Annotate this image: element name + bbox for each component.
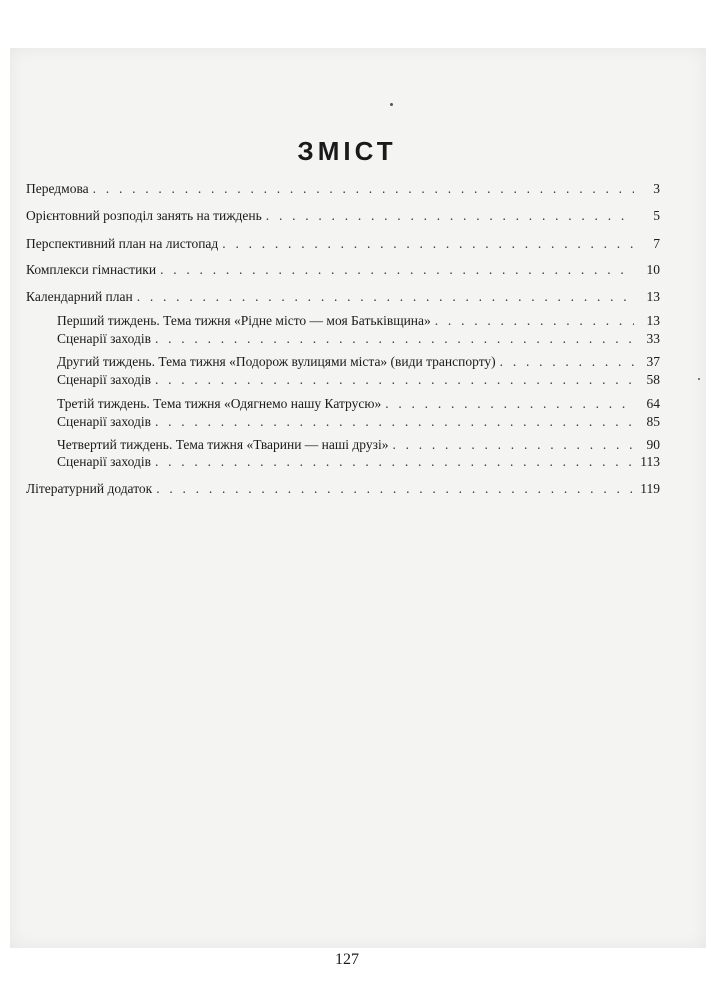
toc-leader-dots: [266, 208, 634, 224]
toc-entry-page: 37: [646, 354, 660, 369]
toc-entry-page: 7: [653, 236, 660, 251]
toc-entry-label: Календарний план: [26, 289, 133, 304]
toc-entry-week-2-scenarios: [57, 372, 660, 388]
page-title: ЗМІСТ: [297, 136, 397, 166]
toc-entry-week-1-scenarios: [57, 331, 660, 347]
toc-entry-page: 3: [653, 181, 660, 196]
toc-entry-week-4-scenarios: [57, 454, 660, 470]
toc-entry-page: 5: [653, 208, 660, 223]
toc-entry-page: 85: [646, 414, 660, 429]
toc-entry-label: Перспективний план на листопад: [26, 236, 219, 251]
toc-leader-dots: [392, 437, 634, 453]
toc-leader-dots: [137, 289, 634, 305]
toc-entry-page: 119: [640, 481, 660, 496]
toc-entry-label: Четвертий тиждень. Тема тижня «Тварини — наші друзі»: [57, 437, 389, 452]
toc-entry-label: Третій тиждень. Тема тижня «Одягнемо нашу Катрусю»: [57, 396, 382, 411]
toc-entry-label: Сценарії заходів: [57, 454, 151, 469]
toc-entry-label: Комплекси гімнастики: [26, 262, 157, 277]
toc-leader-dots: [156, 481, 634, 497]
toc-entry-label: Сценарії заходів: [57, 372, 151, 387]
toc-entry-page: 10: [646, 262, 660, 277]
toc-entry-gymnastics: [26, 262, 660, 278]
toc-entry-page: 90: [646, 437, 660, 452]
toc-leader-dots: [155, 331, 634, 347]
toc-entry-label: Орієнтовний розподіл занять на тиждень: [26, 208, 262, 223]
toc-entry-week-4: [57, 437, 660, 453]
toc-leader-dots: [500, 354, 634, 370]
toc-entry-calendar-plan: [26, 289, 660, 305]
toc-entry-label: Сценарії заходів: [57, 331, 151, 346]
toc-entry-label: Другий тиждень. Тема тижня «Подорож вулицями міста» (види транспорту): [57, 354, 496, 369]
toc-leader-dots: [155, 454, 634, 470]
document-page: [10, 48, 706, 968]
toc-entry-label: Сценарії заходів: [57, 414, 151, 429]
toc-entry-week-1: [57, 313, 660, 329]
page-number: 127: [335, 951, 359, 968]
toc-entry-page: 113: [640, 454, 660, 469]
toc-entry-page: 58: [646, 372, 660, 387]
toc-entry-page: 64: [646, 396, 660, 411]
toc-entry-preface: [26, 181, 660, 197]
toc-entry-week-3: [57, 396, 660, 412]
toc-leader-dots: [155, 414, 634, 430]
print-speck: [698, 378, 700, 380]
toc-entry-week-2: [57, 354, 660, 370]
toc-leader-dots: [222, 236, 634, 252]
toc-entry-label: Літературний додаток: [26, 481, 153, 496]
toc-leader-dots: [385, 396, 634, 412]
toc-leader-dots: [93, 181, 634, 197]
toc-entry-weekly-schedule: [26, 208, 660, 224]
toc-entry-page: 13: [646, 289, 660, 304]
toc-entry-november-plan: [26, 236, 660, 252]
toc-entry-label: Передмова: [26, 181, 89, 196]
toc-leader-dots: [155, 372, 634, 388]
toc-entry-page: 33: [646, 331, 660, 346]
toc-entry-label: Перший тиждень. Тема тижня «Рідне місто — моя Батьківщина»: [57, 313, 431, 328]
toc-leader-dots: [160, 262, 634, 278]
toc-entry-week-3-scenarios: [57, 414, 660, 430]
toc-leader-dots: [435, 313, 634, 329]
print-speck: [390, 103, 393, 106]
toc-entry-literary-appendix: [26, 481, 660, 497]
toc-entry-page: 13: [646, 313, 660, 328]
